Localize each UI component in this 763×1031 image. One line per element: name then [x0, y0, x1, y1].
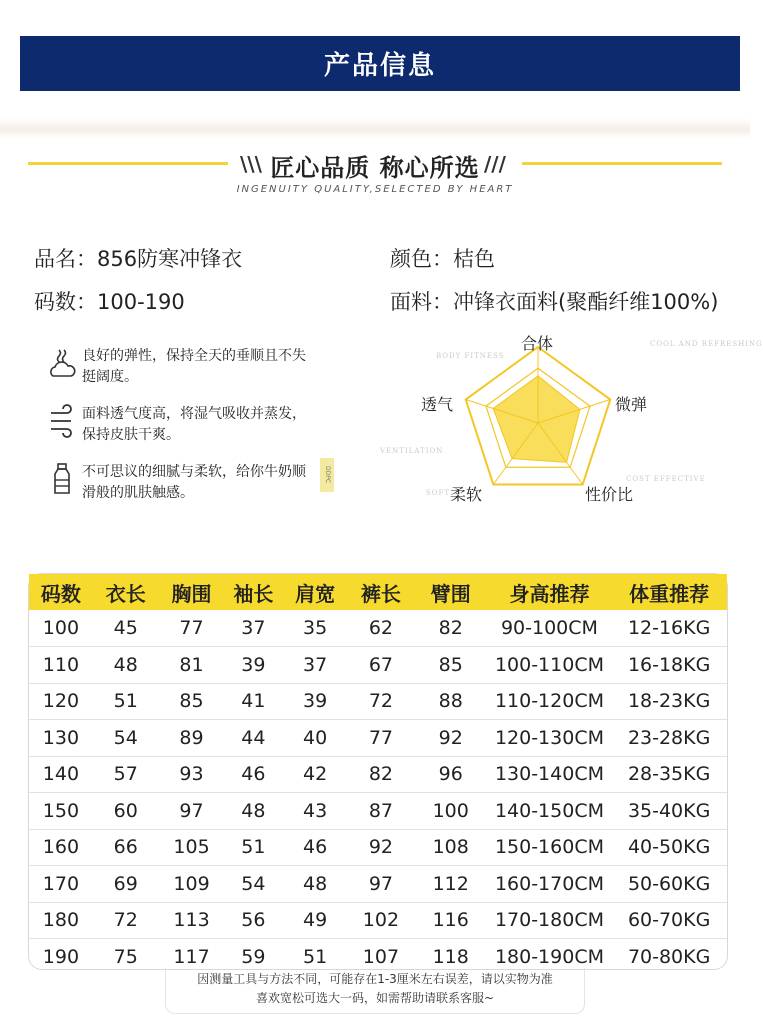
table-cell: 59 — [224, 939, 282, 976]
table-cell: 37 — [241, 617, 266, 639]
table-cell: 46 — [224, 756, 282, 793]
table-cell: 51 — [282, 939, 348, 976]
banner-title: 产品信息 — [323, 51, 436, 81]
table-row — [29, 902, 727, 939]
table-cell: 100-110CM — [488, 647, 612, 684]
table-row — [29, 756, 727, 793]
radar-label-fit: 合体 — [521, 334, 554, 353]
table-header-cell: 衣长 — [93, 574, 159, 610]
feature-text: 良好的弹性，保持全天的垂顺且不失挺阔度。 — [82, 348, 306, 385]
table-cell: 60 — [93, 793, 159, 830]
product-name: 品名：856防寒冲锋衣 — [34, 247, 243, 271]
table-header-cell: 胸围 — [159, 574, 225, 610]
table-cell: 92 — [348, 829, 414, 866]
slogan-subtitle: INGENUITY QUALITY,SELECTED BY HEART — [236, 184, 514, 195]
table-cell: 45 — [113, 617, 138, 639]
table-header-cell: 袖长 — [224, 574, 282, 610]
table-cell: 170 — [29, 866, 93, 903]
table-cell: 46 — [282, 829, 348, 866]
table-header-cell: 码数 — [29, 574, 93, 610]
table-cell: 116 — [414, 902, 488, 939]
table-header-row — [29, 574, 727, 610]
table-cell: 130-140CM — [488, 756, 612, 793]
table-cell: 85 — [414, 647, 488, 684]
table-row — [29, 793, 727, 830]
table-row — [29, 647, 727, 684]
fade-band — [0, 118, 750, 138]
table-cell: 48 — [282, 866, 348, 903]
table-cell: 180 — [29, 902, 93, 939]
table-cell: 110 — [29, 647, 93, 684]
slogan-slash-left-icon: \\\ — [240, 152, 262, 176]
ghost-label-cool: COOL AND REFRESHING — [650, 340, 763, 348]
steam-cloud-icon — [48, 346, 76, 380]
table-cell: 54 — [93, 720, 159, 757]
radar-label-elastic: 微弹 — [615, 395, 648, 414]
table-cell: 41 — [224, 683, 282, 720]
table-cell: 51 — [224, 829, 282, 866]
table-cell: 96 — [414, 756, 488, 793]
table-cell: 77 — [348, 720, 414, 757]
table-cell: 57 — [93, 756, 159, 793]
table-cell: 50-60KG — [611, 866, 727, 903]
table-cell: 140 — [29, 756, 93, 793]
table-cell: 70-80KG — [611, 939, 727, 976]
table-cell: 82 — [348, 756, 414, 793]
table-cell: 180-190CM — [488, 939, 612, 976]
table-cell: 35-40KG — [611, 793, 727, 830]
table-cell: 170-180CM — [488, 902, 612, 939]
slogan-slash-right-icon: /// — [484, 152, 506, 176]
table-body — [29, 610, 727, 975]
table-header-cell: 肩宽 — [282, 574, 348, 610]
table-cell: 28-35KG — [611, 756, 727, 793]
wind-icon — [48, 404, 76, 438]
table-cell: 93 — [159, 756, 225, 793]
feature-elastic — [48, 346, 318, 388]
table-cell: 105 — [159, 829, 225, 866]
table-cell: 109 — [159, 866, 225, 903]
ghost-label-ventilation: VENTILATION — [380, 447, 444, 455]
table-header-cell: 体重推荐 — [611, 574, 727, 610]
table-cell: 87 — [348, 793, 414, 830]
table-cell: 102 — [348, 902, 414, 939]
table-cell: 120 — [29, 683, 93, 720]
table-cell: 37 — [282, 647, 348, 684]
table-cell: 90-100CM — [500, 617, 598, 639]
table-row — [29, 829, 727, 866]
table-cell: 88 — [414, 683, 488, 720]
table-cell: 49 — [282, 902, 348, 939]
table-cell: 97 — [159, 793, 225, 830]
ghost-label-cost: COST EFFECTIVE — [626, 475, 706, 483]
table-cell: 150-160CM — [488, 829, 612, 866]
slogan-title: 匠心品质 称心所选 — [270, 154, 480, 182]
slogan-line-left — [28, 162, 228, 165]
radar-label-breathable: 透气 — [421, 395, 454, 414]
note-line-2: 喜欢宽松可选大一码，如需帮助请联系客服~ — [255, 991, 495, 1005]
table-row — [29, 683, 727, 720]
table-cell: 118 — [414, 939, 488, 976]
ghost-label-fitness: BODY FITNESS — [436, 352, 505, 360]
table-cell: 44 — [224, 720, 282, 757]
table-cell: 97 — [348, 866, 414, 903]
table-cell: 56 — [224, 902, 282, 939]
radar-label-soft: 柔软 — [450, 485, 483, 504]
table-cell: 81 — [159, 647, 225, 684]
product-color: 颜色：桔色 — [390, 247, 495, 271]
table-cell: 77 — [179, 617, 204, 639]
table-cell: 112 — [414, 866, 488, 903]
table-cell: 100 — [42, 617, 80, 639]
table-cell: 48 — [224, 793, 282, 830]
table-cell: 190 — [29, 939, 93, 976]
table-header-cell: 裤长 — [348, 574, 414, 610]
feature-soft — [48, 462, 318, 504]
table-cell: 12-16KG — [627, 617, 711, 639]
table-cell: 150 — [29, 793, 93, 830]
table-row — [29, 720, 727, 757]
table-cell: 107 — [348, 939, 414, 976]
table-cell: 82 — [438, 617, 463, 639]
table-cell: 117 — [159, 939, 225, 976]
table-cell: 23-28KG — [611, 720, 727, 757]
table-cell: 89 — [159, 720, 225, 757]
ddpc-tag: DDPC — [320, 458, 334, 492]
slogan-line-right — [522, 162, 722, 165]
table-cell: 72 — [348, 683, 414, 720]
table-cell: 42 — [282, 756, 348, 793]
table-cell: 54 — [224, 866, 282, 903]
radar-label-value: 性价比 — [585, 485, 634, 504]
table-header-cell: 臂围 — [414, 574, 488, 610]
section-banner — [20, 36, 740, 91]
table-cell: 60-70KG — [611, 902, 727, 939]
table-cell: 40-50KG — [611, 829, 727, 866]
table-cell: 69 — [93, 866, 159, 903]
size-note — [150, 970, 600, 1008]
table-cell: 72 — [93, 902, 159, 939]
table-cell: 120-130CM — [488, 720, 612, 757]
table-cell: 160-170CM — [488, 866, 612, 903]
table-cell: 35 — [303, 617, 328, 639]
product-size: 码数：100-190 — [34, 290, 185, 314]
table-cell: 16-18KG — [611, 647, 727, 684]
table-header-cell: 身高推荐 — [488, 574, 612, 610]
table-row — [29, 866, 727, 903]
note-line-1: 因测量工具与方法不同，可能存在1-3厘米左右误差，请以实物为准 — [197, 972, 553, 986]
table-cell: 66 — [93, 829, 159, 866]
product-fabric: 面料：冲锋衣面料(聚酯纤维100%) — [390, 290, 719, 314]
table-cell: 130 — [29, 720, 93, 757]
table-cell: 92 — [414, 720, 488, 757]
table-cell: 48 — [93, 647, 159, 684]
table-cell: 67 — [348, 647, 414, 684]
table-cell: 18-23KG — [611, 683, 727, 720]
table-cell: 110-120CM — [488, 683, 612, 720]
table-cell: 40 — [282, 720, 348, 757]
table-cell: 39 — [224, 647, 282, 684]
table-cell: 43 — [282, 793, 348, 830]
table-row — [29, 610, 727, 647]
milk-bottle-icon — [48, 462, 76, 496]
table-cell: 160 — [29, 829, 93, 866]
table-cell: 108 — [414, 829, 488, 866]
feature-text: 不可思议的细腻与柔软，给你牛奶顺滑般的肌肤触感。 — [82, 464, 306, 501]
table-cell: 62 — [368, 617, 394, 639]
table-cell: 85 — [159, 683, 225, 720]
table-cell: 113 — [159, 902, 225, 939]
feature-breathable — [48, 404, 318, 446]
table-cell: 51 — [93, 683, 159, 720]
table-cell: 100 — [414, 793, 488, 830]
table-cell: 75 — [93, 939, 159, 976]
table-cell: 140-150CM — [488, 793, 612, 830]
feature-text: 面料透气度高，将湿气吸收并蒸发，保持皮肤干爽。 — [82, 406, 306, 443]
table-cell: 39 — [282, 683, 348, 720]
ghost-label-soft: SOFT — [426, 489, 451, 497]
size-table — [28, 573, 728, 970]
